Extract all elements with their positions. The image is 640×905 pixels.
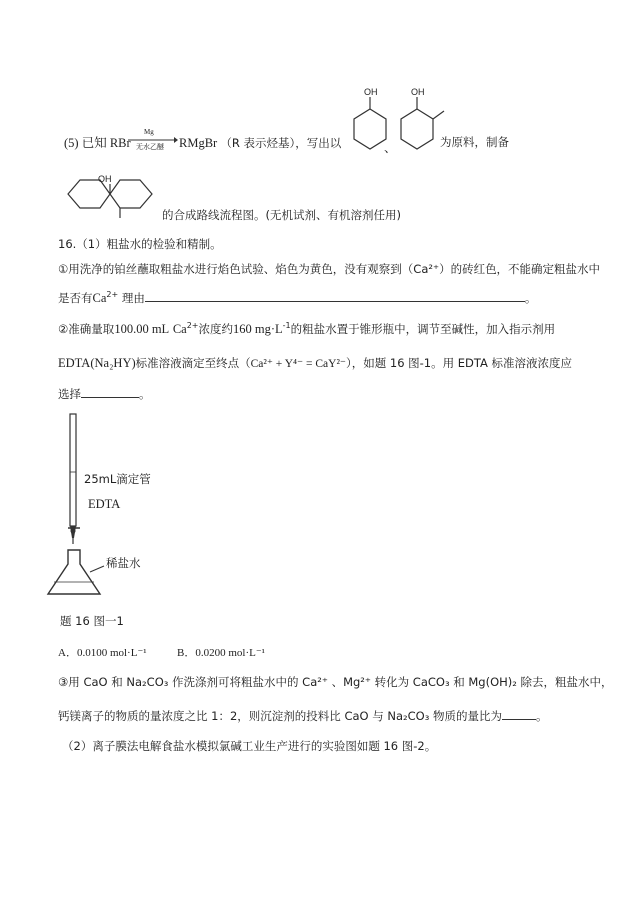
reason-blank[interactable] [145, 290, 525, 302]
p2-conc: 160 mg·L [233, 322, 283, 336]
p2-ca-charge: 2+ [186, 321, 199, 331]
rmgbr: RMgBr [179, 136, 218, 150]
option-a[interactable]: A．0.0100 mol·L⁻¹ [58, 647, 147, 659]
q5-note: （R 表示烃基），写出以 [220, 136, 342, 150]
p2-prefix: ②准确量取 [58, 322, 115, 336]
q16-p2-line3 [58, 386, 151, 402]
p2-titrate: 标准溶液滴定至终点 [135, 356, 240, 370]
fig-edta-label: EDTA [88, 497, 121, 511]
q16-p1-line1: ①用洗净的铂丝蘸取粗盐水进行焰色试验、焰色为黄色，没有观察到（Ca²⁺）的砖红色，不能确定粗盐水中 [58, 262, 601, 276]
p2-line3-end: 。 [139, 387, 151, 401]
p2-line2-end: 如题 16 图-1。用 EDTA 标准溶液浓度应 [363, 356, 573, 370]
q16-part2: （2）离子膜法电解食盐水模拟氯碱工业生产进行的实验图如题 16 图-2。 [62, 739, 437, 753]
conc-blank[interactable] [81, 386, 139, 398]
p2-ca: Ca [172, 322, 187, 336]
oh-label-2: OH [411, 87, 425, 97]
oh-label-1: OH [364, 87, 378, 97]
rbr: RBr [109, 136, 131, 150]
oh-label-3: OH [98, 174, 112, 184]
na2hy: (Na₂HY) [90, 356, 136, 370]
p2-volume: 100.00 mL [114, 322, 170, 336]
p2-choose: 选择 [58, 387, 81, 401]
p1-ca-charge: 2+ [106, 290, 119, 300]
p2-conc-unit: -1 [282, 321, 291, 331]
reagent-mg: Mg [144, 128, 154, 136]
ratio-blank[interactable] [502, 708, 536, 720]
option-b[interactable]: B．0.0200 mol·L⁻¹ [177, 647, 265, 659]
fig-buret-label: 25mL滴定管 [84, 472, 151, 486]
q16-heading: 16.（1）粗盐水的检验和精制。 [58, 237, 222, 251]
fig-flask-label: 稀盐水 [106, 556, 141, 570]
q5-separator: 、 [384, 141, 397, 155]
q16-p2-line1 [58, 322, 555, 337]
q16-p3-line2 [58, 708, 548, 724]
p2-conc-label: 浓度约 [198, 322, 234, 336]
q5-line [179, 136, 341, 151]
p1-prefix: 是否有 [58, 291, 93, 305]
p1-reason: 理由 [121, 291, 145, 305]
q5-tail: 为原料，制备 [440, 135, 509, 149]
p1-ca: Ca [92, 291, 107, 305]
q5-label [64, 136, 131, 151]
edta: EDTA [58, 356, 91, 370]
p2-equation: （Ca²⁺ + Y⁴⁻ = CaY²⁻）， [239, 358, 364, 370]
p1-end: 。 [524, 291, 537, 305]
fig-caption: 题 16 图一1 [60, 614, 124, 628]
titration-apparatus-figure [60, 412, 260, 612]
reaction-arrow [126, 128, 178, 152]
p2-line1-end: 的粗盐水置于锥形瓶中，调节至碱性，加入指示剂用 [290, 322, 556, 336]
p3-text: 钙镁离子的物质的量浓度之比 1：2，则沉淀剂的投料比 CaO 与 Na₂CO₃ 物质的量比为 [58, 709, 502, 723]
q16-p1-line2 [58, 290, 536, 306]
p3-end: 。 [536, 709, 548, 723]
q16-p3-line1: ③用 CaO 和 Na₂CO₃ 作洗涤剂可将粗盐水中的 Ca²⁺ 、Mg²⁺ 转化为 CaCO₃ 和 Mg(OH)₂ 除去，粗盐水中， [58, 675, 613, 689]
q16-p2-line2 [58, 356, 572, 372]
reagent-solvent: 无水乙醚 [136, 143, 164, 151]
q5-prefix: (5) 已知 [64, 136, 107, 150]
q5-target-text: 的合成路线流程图。(无机试剂、有机溶剂任用) [162, 208, 401, 222]
target-product-structure [58, 170, 168, 230]
